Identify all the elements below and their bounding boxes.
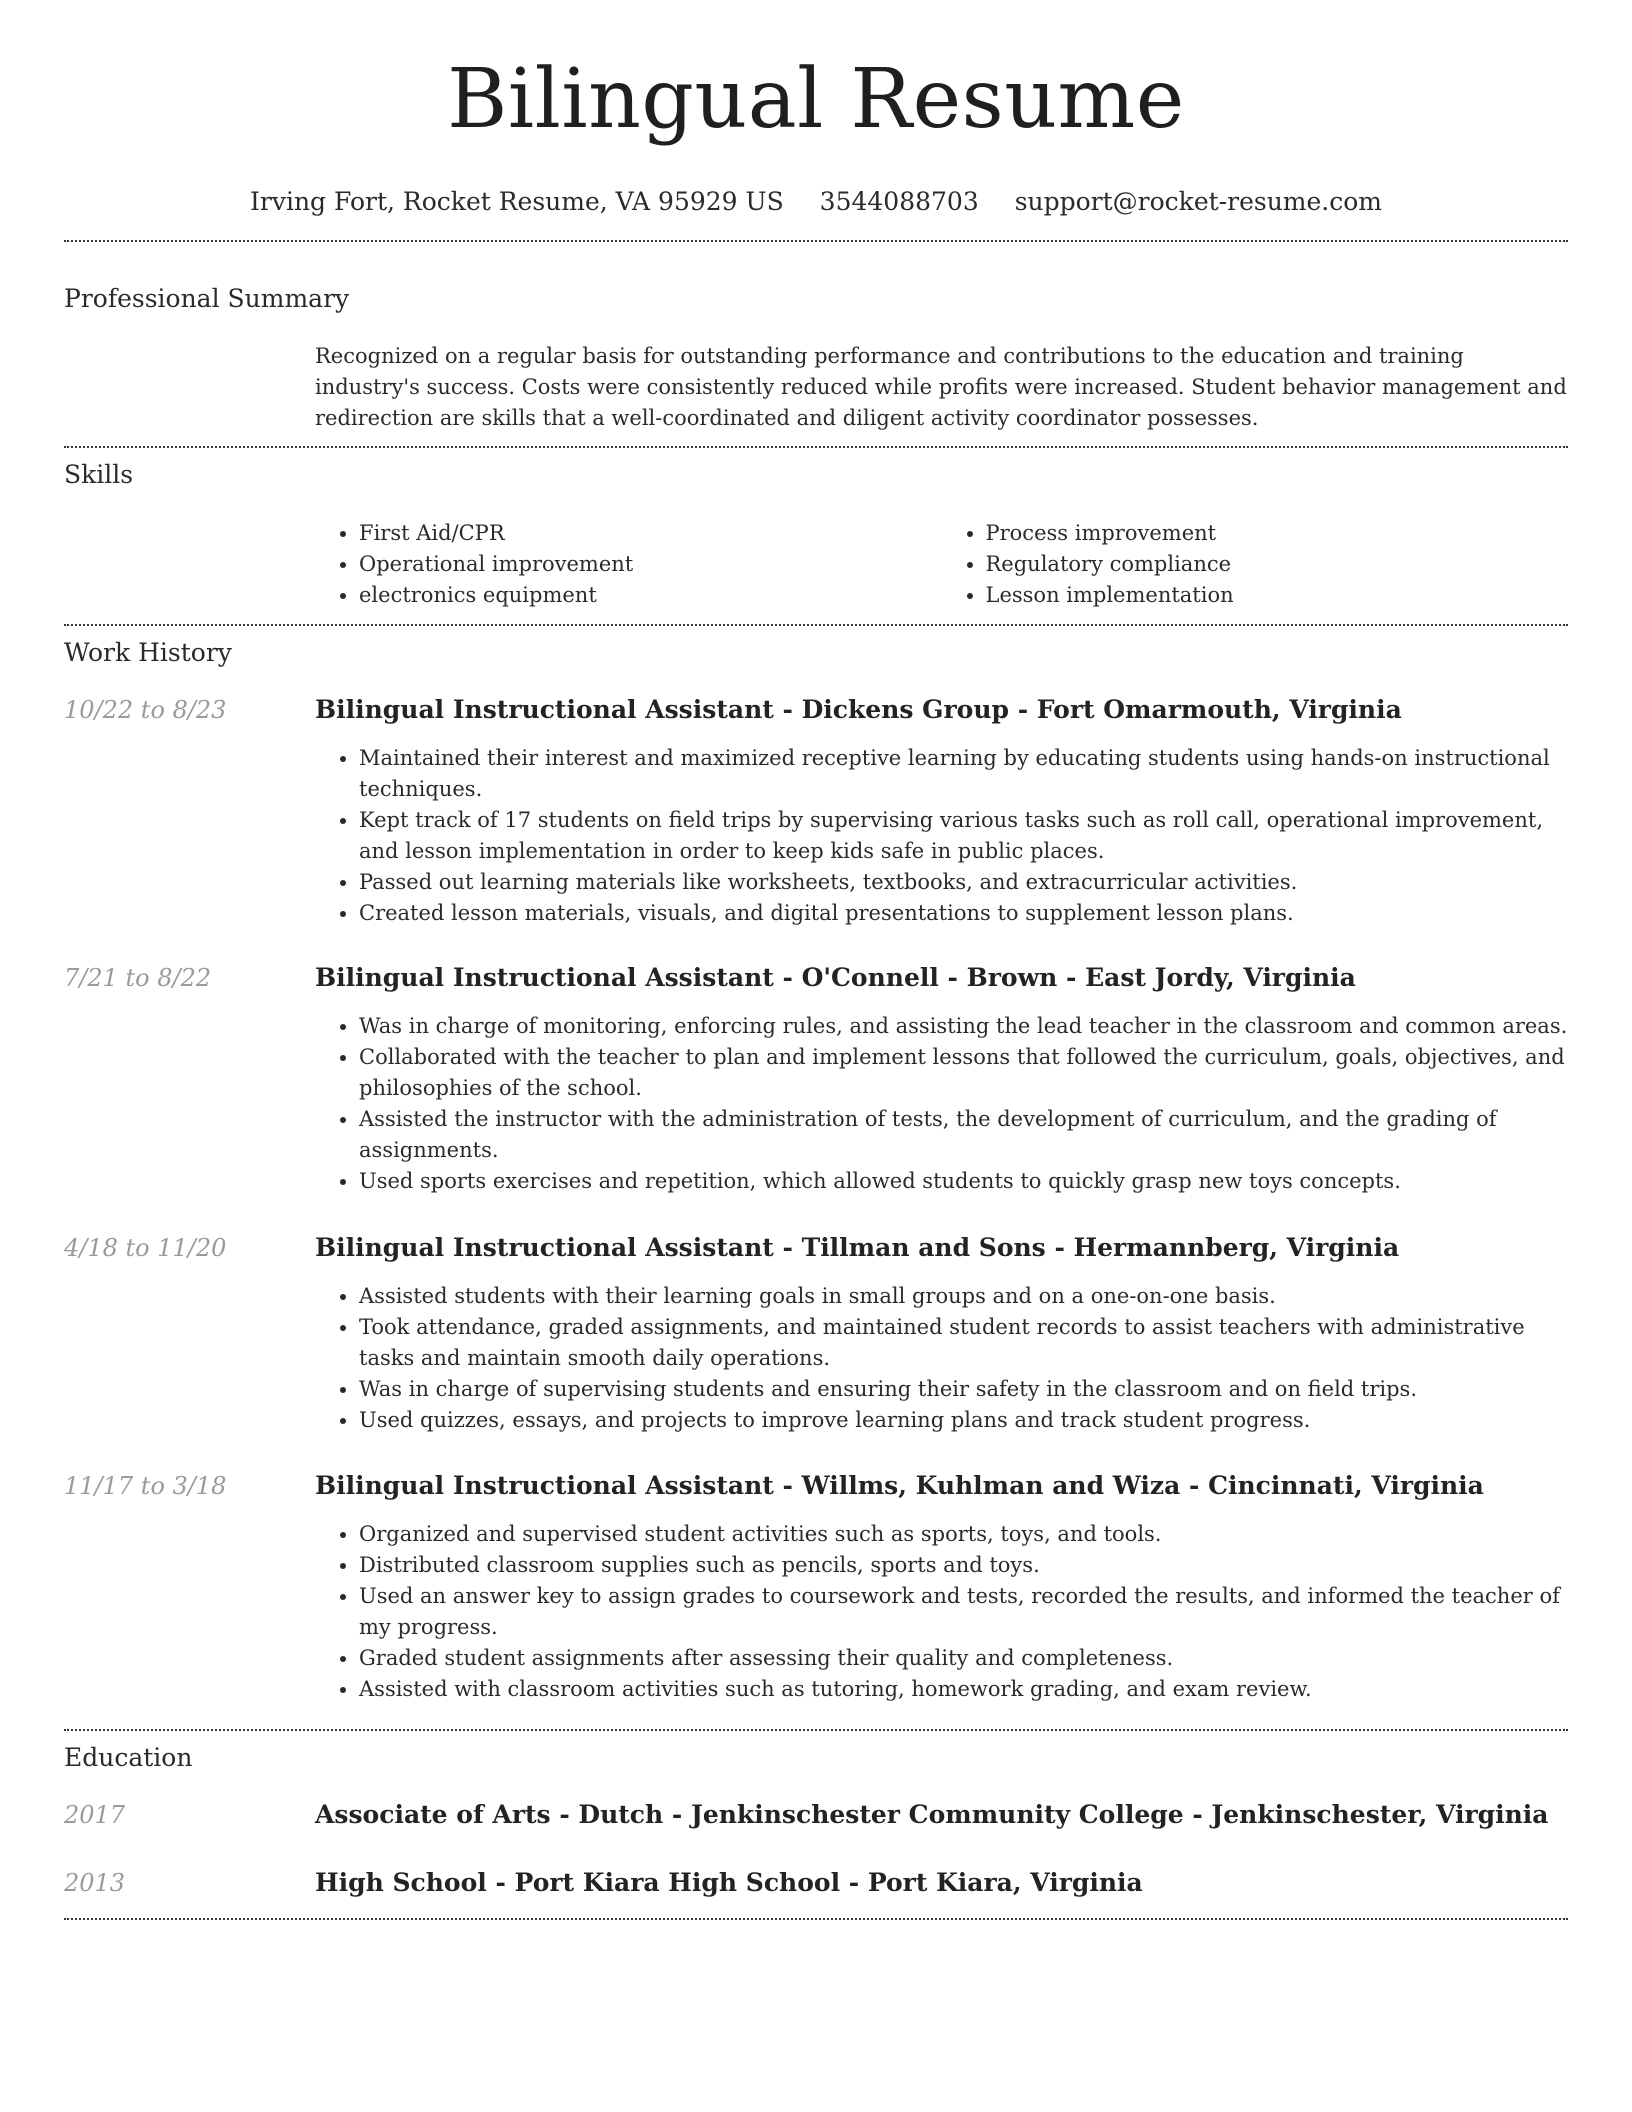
job-bullet: • Used an answer key to assign grades to coursework and tests, recorded the results, and informed the teacher of my progress.: [359, 1581, 1568, 1643]
job-bullet: • Was in charge of supervising students and ensuring their safety in the classroom and on field trips.: [359, 1374, 1568, 1405]
job-bullet: • Used sports exercises and repetition, which allowed students to quickly grasp new toys concepts.: [359, 1166, 1568, 1197]
job-bullets: [315, 743, 1568, 929]
job-entry: [315, 1470, 1568, 1705]
job-bullet: • Was in charge of monitoring, enforcing rules, and assisting the lead teacher in the classroom and common areas.: [359, 1011, 1568, 1042]
job-entry: [315, 962, 1568, 1197]
job-bullet: • Assisted students with their learning goals in small groups and on a one-on-one basis.: [359, 1281, 1568, 1312]
job-bullet: • Assisted the instructor with the administration of tests, the development of curriculum, and the grading of assignments.: [359, 1104, 1568, 1166]
skill-item: • Lesson implementation: [986, 580, 1569, 611]
divider: [64, 1918, 1568, 1920]
divider: [64, 624, 1568, 626]
education-year: 2017: [64, 1801, 126, 1829]
skills-heading: Skills: [64, 460, 134, 489]
resume-header: [0, 50, 1632, 218]
skill-item: • First Aid/CPR: [359, 518, 942, 549]
divider: [64, 240, 1568, 242]
job-dates: 7/21 to 8/22: [64, 964, 212, 992]
resume-name: Bilingual Resume: [447, 52, 1185, 147]
skill-item: • Regulatory compliance: [986, 549, 1569, 580]
contact-line: [0, 186, 1632, 218]
job-bullets: [315, 1519, 1568, 1705]
skill-item: • Operational improvement: [359, 549, 942, 580]
job-entry: [315, 694, 1568, 929]
skills-block: [315, 518, 1568, 611]
divider: [64, 1729, 1568, 1731]
job-bullet: • Collaborated with the teacher to plan and implement lessons that followed the curriculum, goals, objectives, and philosophies of the school.: [359, 1042, 1568, 1104]
job-bullet: • Took attendance, graded assignments, and maintained student records to assist teachers with administrative tasks and maintain smooth daily operations.: [359, 1312, 1568, 1374]
job-title: Bilingual Instructional Assistant - O'Connell - Brown - East Jordy, Virginia: [315, 963, 1356, 992]
job-title: Bilingual Instructional Assistant - Willms, Kuhlman and Wiza - Cincinnati, Virginia: [315, 1471, 1484, 1500]
job-dates: 11/17 to 3/18: [64, 1472, 227, 1500]
job-dates: 4/18 to 11/20: [64, 1234, 227, 1262]
education-title: High School - Port Kiara High School - Port Kiara, Virginia: [315, 1868, 1143, 1897]
work-heading: Work History: [64, 638, 232, 667]
summary-block: [315, 341, 1568, 434]
skills-list-left: [315, 518, 942, 611]
job-dates: 10/22 to 8/23: [64, 696, 227, 724]
job-bullet: • Organized and supervised student activities such as sports, toys, and tools.: [359, 1519, 1568, 1550]
job-bullet: • Maintained their interest and maximized receptive learning by educating students using hands-on instructional techniques.: [359, 743, 1568, 805]
education-heading: Education: [64, 1743, 193, 1772]
job-bullet: • Assisted with classroom activities such as tutoring, homework grading, and exam review.: [359, 1674, 1568, 1705]
job-bullets: [315, 1011, 1568, 1197]
divider: [64, 446, 1568, 448]
job-bullets: [315, 1281, 1568, 1436]
job-bullet: • Passed out learning materials like worksheets, textbooks, and extracurricular activities.: [359, 867, 1568, 898]
job-bullet: • Kept track of 17 students on field trips by supervising various tasks such as roll call, operational improvement, and lesson implementation in order to keep kids safe in public places.: [359, 805, 1568, 867]
job-bullet: • Graded student assignments after assessing their quality and completeness.: [359, 1643, 1568, 1674]
summary-heading: Professional Summary: [64, 284, 350, 313]
skill-item: • electronics equipment: [359, 580, 942, 611]
education-year: 2013: [64, 1869, 126, 1897]
skill-item: • Process improvement: [986, 518, 1569, 549]
job-entry: [315, 1232, 1568, 1436]
job-bullet: • Distributed classroom supplies such as pencils, sports and toys.: [359, 1550, 1568, 1581]
education-title: Associate of Arts - Dutch - Jenkinschester Community College - Jenkinschester, Virginia: [315, 1800, 1549, 1829]
contact-email: support@rocket-resume.com: [1014, 187, 1382, 216]
job-title: Bilingual Instructional Assistant - Dickens Group - Fort Omarmouth, Virginia: [315, 695, 1402, 724]
contact-phone: 3544088703: [819, 187, 979, 216]
job-bullet: • Used quizzes, essays, and projects to improve learning plans and track student progress.: [359, 1405, 1568, 1436]
education-entry: [315, 1867, 1568, 1899]
summary-text: Recognized on a regular basis for outstanding performance and contributions to the education and training industry's success. Costs were consistently reduced while profits were increased. Student behavior management and redirection are skills that a well-coordinated and diligent activity coordinator possesses.: [315, 344, 1567, 430]
skills-list-right: [942, 518, 1569, 611]
education-entry: [315, 1799, 1568, 1831]
job-bullet: • Created lesson materials, visuals, and digital presentations to supplement lesson plans.: [359, 898, 1568, 929]
contact-address: Irving Fort, Rocket Resume, VA 95929 US: [250, 187, 784, 216]
job-title: Bilingual Instructional Assistant - Tillman and Sons - Hermannberg, Virginia: [315, 1233, 1400, 1262]
